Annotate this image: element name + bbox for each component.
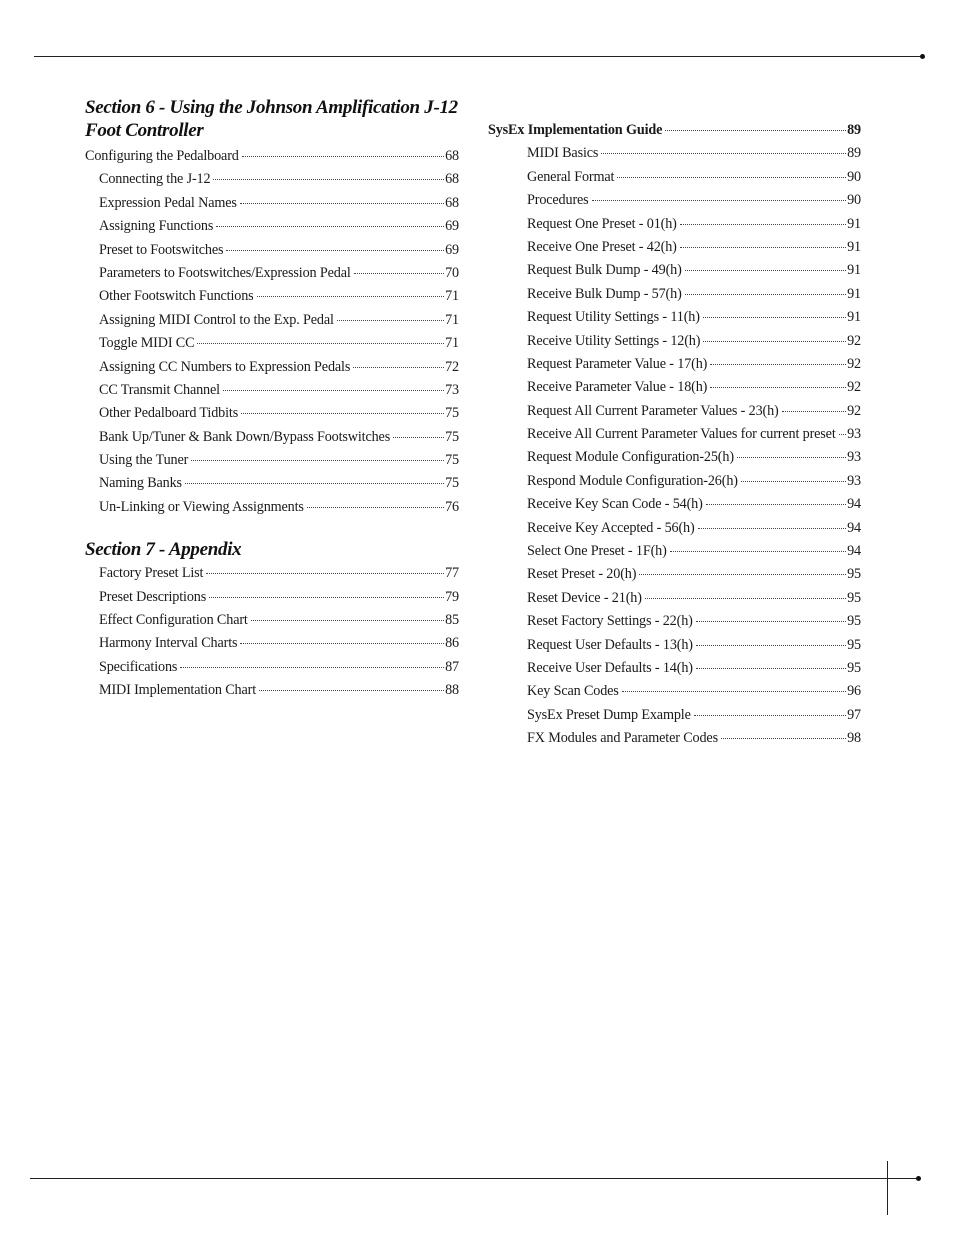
toc-entry-page: 95: [847, 613, 861, 630]
dot-leader: [353, 367, 444, 368]
toc-entry-page: 89: [847, 145, 861, 162]
toc-entry-page: 93: [847, 449, 861, 466]
crop-mark-vertical: [887, 1161, 888, 1215]
toc-entry-page: 92: [847, 402, 861, 419]
dot-leader: [710, 364, 846, 365]
toc-entry[interactable]: [488, 283, 861, 306]
toc-entry[interactable]: [488, 423, 861, 446]
toc-entry-page: 77: [445, 565, 459, 582]
toc-entry-title: Harmony Interval Charts: [99, 635, 238, 652]
dot-leader: [685, 270, 846, 271]
toc-right-column: [488, 119, 861, 751]
toc-entry[interactable]: [488, 236, 861, 259]
dot-leader: [737, 457, 846, 458]
toc-entry-page: 85: [445, 612, 459, 629]
toc-entry-page: 68: [445, 194, 459, 211]
section-7-toc: [85, 562, 459, 702]
dot-leader: [703, 341, 846, 342]
toc-entry-title: Receive Key Accepted - 56(h): [527, 519, 695, 536]
top-rule-dot: [920, 54, 925, 59]
dot-leader: [257, 296, 445, 297]
toc-entry[interactable]: [85, 609, 459, 632]
dot-leader: [685, 294, 846, 295]
dot-leader: [592, 200, 847, 201]
toc-entry-page: 98: [847, 730, 861, 747]
toc-entry[interactable]: [488, 119, 861, 142]
toc-entry-title: Assigning MIDI Control to the Exp. Pedal: [99, 311, 334, 328]
toc-entry-title: Receive All Current Parameter Values for current preset: [527, 426, 836, 443]
toc-entry-title: Other Footswitch Functions: [99, 288, 254, 305]
toc-entry-page: 71: [445, 311, 459, 328]
dot-leader: [259, 690, 444, 691]
dot-leader: [698, 528, 847, 529]
toc-entry-title: Parameters to Footswitches/Expression Pedal: [99, 264, 351, 281]
toc-entry[interactable]: [85, 679, 459, 702]
toc-entry-title: Procedures: [527, 192, 589, 209]
dot-leader: [680, 224, 846, 225]
toc-entry[interactable]: [85, 562, 459, 585]
dot-leader: [213, 179, 444, 180]
toc-entry-title: Select One Preset - 1F(h): [527, 543, 667, 560]
toc-entry[interactable]: [488, 306, 861, 329]
toc-entry-title: Other Pedalboard Tidbits: [99, 405, 239, 422]
toc-entry[interactable]: [488, 704, 861, 727]
sysex-toc: [488, 119, 861, 751]
section-6-title: Section 6 - Using the Johnson Amplification J-12 Foot Controller: [85, 97, 458, 141]
toc-entry[interactable]: [488, 634, 861, 657]
toc-entry-title: FX Modules and Parameter Codes: [527, 730, 718, 747]
toc-entry-title: Receive Key Scan Code - 54(h): [527, 496, 703, 513]
toc-entry-title: Effect Configuration Chart: [99, 612, 248, 629]
toc-entry-page: 94: [847, 496, 861, 513]
toc-entry[interactable]: [488, 353, 861, 376]
toc-entry-page: 91: [847, 238, 861, 255]
toc-entry-page: 90: [847, 168, 861, 185]
toc-entry-title: General Format: [527, 168, 615, 185]
toc-entry[interactable]: [85, 402, 459, 425]
dot-leader: [216, 226, 444, 227]
bottom-rule-dot: [916, 1176, 921, 1181]
toc-entry-page: 95: [847, 566, 861, 583]
dot-leader: [645, 598, 846, 599]
dot-leader: [185, 483, 444, 484]
toc-entry-page: 93: [847, 426, 861, 443]
toc-entry[interactable]: [85, 586, 459, 609]
toc-entry[interactable]: [85, 168, 459, 191]
dot-leader: [703, 317, 846, 318]
dot-leader: [393, 437, 444, 438]
toc-entry[interactable]: [488, 470, 861, 493]
dot-leader: [694, 715, 846, 716]
toc-entry-title: Configuring the Pedalboard: [85, 148, 239, 164]
dot-leader: [622, 691, 846, 692]
toc-entry[interactable]: [85, 472, 459, 495]
toc-entry[interactable]: [488, 259, 861, 282]
toc-entry-page: 97: [847, 706, 861, 723]
toc-entry[interactable]: [85, 285, 459, 308]
toc-entry-page: 89: [847, 122, 861, 138]
toc-entry-page: 95: [847, 659, 861, 676]
toc-entry-page: 90: [847, 192, 861, 209]
toc-entry-page: 95: [847, 589, 861, 606]
toc-entry-page: 91: [847, 285, 861, 302]
toc-entry-title: Expression Pedal Names: [99, 194, 237, 211]
toc-entry[interactable]: [85, 239, 459, 262]
toc-entry[interactable]: [488, 189, 861, 212]
dot-leader: [706, 504, 846, 505]
toc-entry[interactable]: [488, 376, 861, 399]
toc-entry[interactable]: [488, 493, 861, 516]
toc-entry[interactable]: [85, 356, 459, 379]
toc-entry-title: CC Transmit Channel: [99, 381, 220, 398]
toc-entry[interactable]: [488, 657, 861, 680]
toc-entry[interactable]: [488, 610, 861, 633]
toc-entry[interactable]: [85, 309, 459, 332]
toc-entry-page: 92: [847, 332, 861, 349]
toc-entry-page: 92: [847, 355, 861, 372]
toc-entry-page: 72: [445, 358, 459, 375]
toc-entry-title: Request User Defaults - 13(h): [527, 636, 693, 653]
toc-entry-page: 91: [847, 309, 861, 326]
toc-entry[interactable]: [488, 540, 861, 563]
toc-entry-title: Assigning CC Numbers to Expression Pedals: [99, 358, 351, 375]
toc-entry-title: MIDI Basics: [527, 145, 599, 162]
dot-leader: [241, 413, 444, 414]
dot-leader: [601, 153, 846, 154]
toc-entry-page: 73: [445, 381, 459, 398]
toc-entry-title: Request Module Configuration-25(h): [527, 449, 734, 466]
toc-entry-title: Naming Banks: [99, 475, 182, 492]
dot-leader: [721, 738, 846, 739]
toc-entry-page: 75: [445, 452, 459, 469]
section-7-title: Section 7 - Appendix: [85, 539, 242, 561]
toc-entry-title: Specifications: [99, 658, 178, 675]
toc-entry-page: 68: [445, 171, 459, 188]
toc-entry[interactable]: [85, 192, 459, 215]
toc-entry-title: Receive Bulk Dump - 57(h): [527, 285, 682, 302]
toc-entry-title: Request All Current Parameter Values - 23(h): [527, 402, 779, 419]
toc-entry-page: 96: [847, 683, 861, 700]
toc-left-column: [85, 96, 459, 703]
toc-entry[interactable]: [488, 142, 861, 165]
toc-entry[interactable]: [85, 215, 459, 238]
toc-entry-page: 75: [445, 428, 459, 445]
toc-entry[interactable]: [488, 680, 861, 703]
toc-entry-page: 75: [445, 405, 459, 422]
toc-entry[interactable]: [488, 727, 861, 750]
dot-leader: [839, 434, 846, 435]
toc-entry-page: 69: [445, 241, 459, 258]
toc-entry-title: Receive Parameter Value - 18(h): [527, 379, 708, 396]
toc-entry-title: MIDI Implementation Chart: [99, 682, 257, 699]
toc-entry-page: 95: [847, 636, 861, 653]
toc-entry[interactable]: [85, 632, 459, 655]
toc-entry-title: SysEx Preset Dump Example: [527, 706, 691, 723]
toc-entry-page: 87: [445, 658, 459, 675]
dot-leader: [680, 247, 846, 248]
toc-entry-title: Assigning Functions: [99, 218, 214, 235]
toc-entry[interactable]: [488, 400, 861, 423]
toc-entry-page: 79: [445, 588, 459, 605]
toc-entry[interactable]: [85, 379, 459, 402]
toc-entry-title: Request Utility Settings - 11(h): [527, 309, 700, 326]
toc-entry[interactable]: [85, 656, 459, 679]
toc-entry-title: Receive User Defaults - 14(h): [527, 659, 693, 676]
toc-entry[interactable]: [85, 145, 459, 168]
toc-entry[interactable]: [488, 563, 861, 586]
toc-entry-page: 75: [445, 475, 459, 492]
dot-leader: [226, 250, 444, 251]
toc-entry-title: Un-Linking or Viewing Assignments: [99, 498, 304, 515]
toc-entry[interactable]: [488, 330, 861, 353]
dot-leader: [337, 320, 444, 321]
toc-entry-page: 91: [847, 215, 861, 232]
dot-leader: [251, 620, 444, 621]
toc-entry-page: 71: [445, 335, 459, 352]
toc-entry-title: Toggle MIDI CC: [99, 335, 195, 352]
dot-leader: [782, 411, 847, 412]
dot-leader: [240, 203, 444, 204]
toc-entry[interactable]: [85, 332, 459, 355]
toc-entry-title: Receive Utility Settings - 12(h): [527, 332, 701, 349]
dot-leader: [191, 460, 444, 461]
dot-leader: [209, 597, 444, 598]
toc-entry[interactable]: [85, 496, 459, 519]
toc-entry-title: Using the Tuner: [99, 452, 189, 469]
toc-entry-page: 68: [445, 148, 459, 164]
dot-leader: [710, 387, 846, 388]
dot-leader: [617, 177, 846, 178]
toc-entry-page: 76: [445, 498, 459, 515]
toc-entry-page: 94: [847, 519, 861, 536]
toc-entry[interactable]: [488, 166, 861, 189]
toc-entry-page: 71: [445, 288, 459, 305]
toc-entry[interactable]: [85, 449, 459, 472]
toc-entry-page: 91: [847, 262, 861, 279]
dot-leader: [180, 667, 444, 668]
toc-entry-title: SysEx Implementation Guide: [488, 122, 663, 138]
toc-entry-title: Preset to Footswitches: [99, 241, 224, 258]
toc-entry-title: Bank Up/Tuner & Bank Down/Bypass Footswitches: [99, 428, 391, 445]
toc-entry-title: Preset Descriptions: [99, 588, 207, 605]
toc-entry-title: Request Bulk Dump - 49(h): [527, 262, 682, 279]
dot-leader: [639, 574, 846, 575]
dot-leader: [242, 156, 444, 157]
toc-entry-title: Request Parameter Value - 17(h): [527, 355, 708, 372]
toc-entry-title: Request One Preset - 01(h): [527, 215, 677, 232]
dot-leader: [696, 645, 846, 646]
dot-leader: [670, 551, 846, 552]
dot-leader: [354, 273, 444, 274]
toc-entry-title: Factory Preset List: [99, 565, 204, 582]
dot-leader: [197, 343, 444, 344]
toc-entry-title: Connecting the J-12: [99, 171, 211, 188]
dot-leader: [696, 621, 846, 622]
toc-entry-page: 94: [847, 543, 861, 560]
toc-entry-title: Reset Factory Settings - 22(h): [527, 613, 693, 630]
toc-entry-title: Respond Module Configuration-26(h): [527, 472, 738, 489]
toc-entry[interactable]: [85, 262, 459, 285]
toc-entry-title: Reset Device - 21(h): [527, 589, 642, 606]
dot-leader: [696, 668, 846, 669]
section-6-toc: [85, 145, 459, 519]
dot-leader: [741, 481, 846, 482]
toc-entry-title: Key Scan Codes: [527, 683, 619, 700]
toc-entry[interactable]: [488, 446, 861, 469]
toc-entry[interactable]: [488, 517, 861, 540]
toc-entry-page: 92: [847, 379, 861, 396]
toc-entry[interactable]: [85, 426, 459, 449]
bottom-rule: [30, 1178, 920, 1179]
dot-leader: [223, 390, 444, 391]
top-rule: [34, 56, 920, 57]
toc-entry[interactable]: [488, 587, 861, 610]
dot-leader: [240, 643, 444, 644]
toc-entry-title: Reset Preset - 20(h): [527, 566, 637, 583]
dot-leader: [206, 573, 444, 574]
toc-entry-page: 69: [445, 218, 459, 235]
toc-entry-title: Receive One Preset - 42(h): [527, 238, 677, 255]
toc-entry-page: 93: [847, 472, 861, 489]
dot-leader: [307, 507, 444, 508]
dot-leader: [665, 130, 846, 131]
toc-entry-page: 88: [445, 682, 459, 699]
toc-entry-page: 86: [445, 635, 459, 652]
toc-entry-page: 70: [445, 264, 459, 281]
toc-entry[interactable]: [488, 213, 861, 236]
